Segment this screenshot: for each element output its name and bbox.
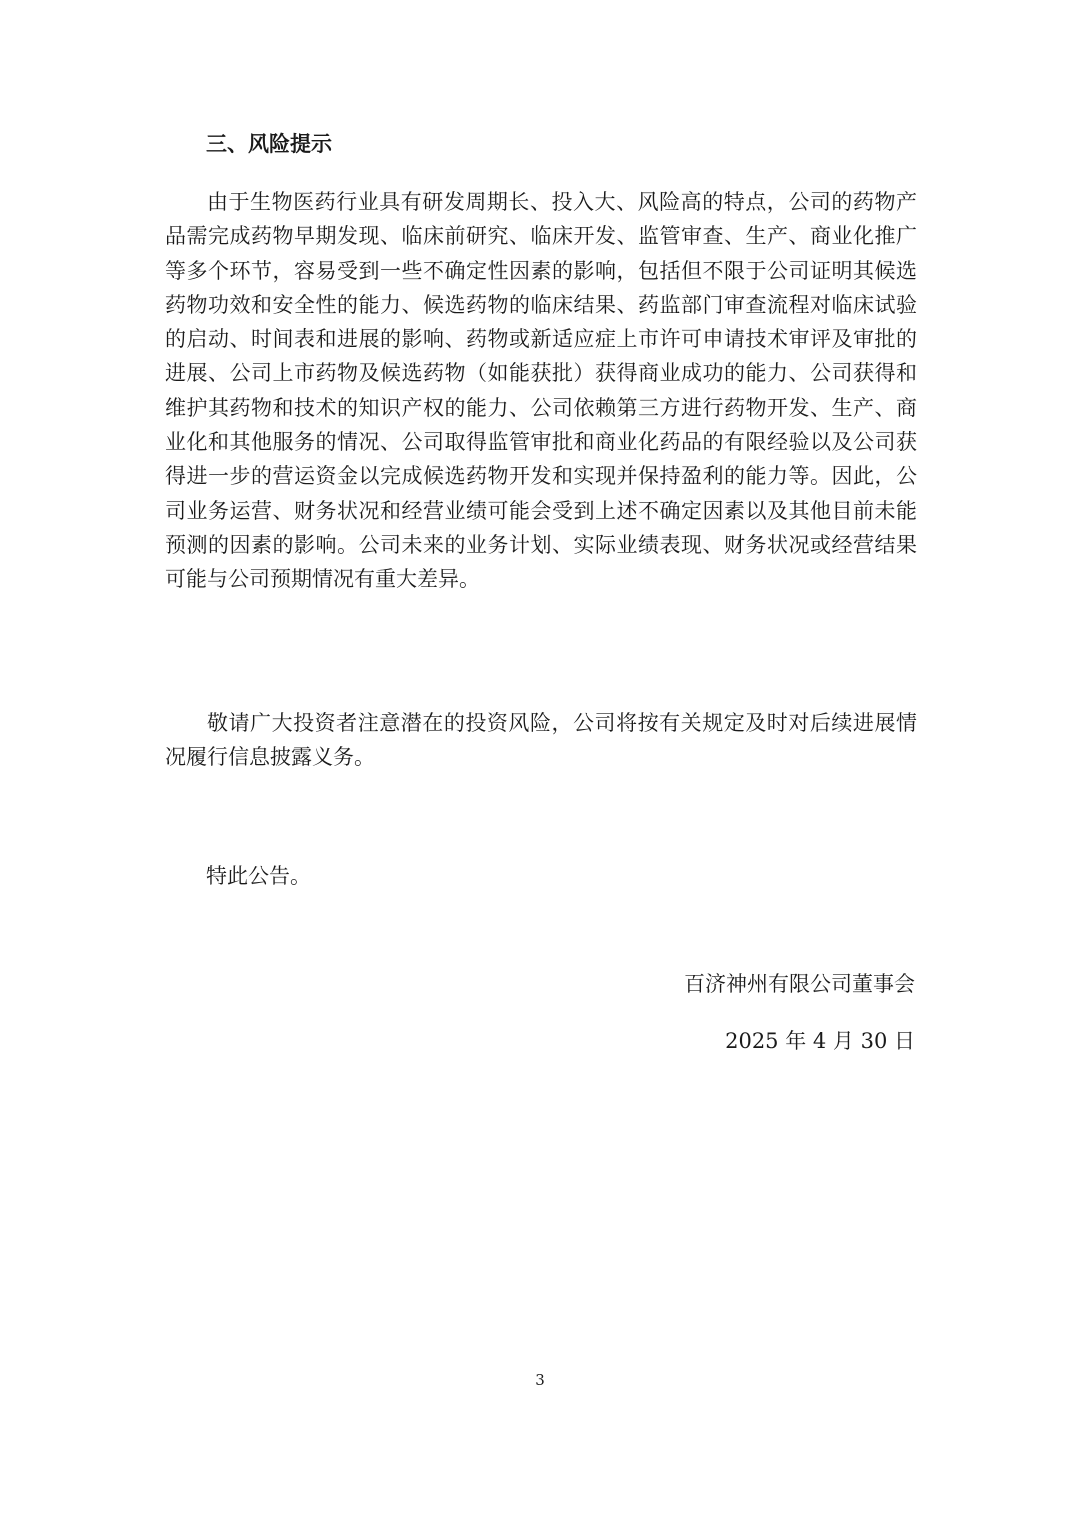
investor-caution-paragraph: 敬请广大投资者注意潜在的投资风险，公司将按有关规定及时对后续进展情况履行信息披露义务。 bbox=[165, 711, 917, 770]
closing-statement: 特此公告。 bbox=[206, 864, 311, 888]
page-number: 3 bbox=[535, 1371, 545, 1389]
risk-paragraph: 由于生物医药行业具有研发周期长、投入大、风险高的特点，公司的药物产品需完成药物早期发现、临床前研究、临床开发、监管审查、生产、商业化推广等多个环节，容易受到一些不确定性因素的影响，包括但不限于公司证明其候选药物功效和安全性的能力、候选药物的临床结果、药监部门审查流程对临床试验的启动、时间表和进展的影响、药物或新适应症上市许可申请技术审评及审批的进展、公司上市药物及候选药物（如能获批）获得商业成功的能力、公司获得和维护其药物和技术的知识产权的能力、公司依赖第三方进行药物开发、生产、商业化和其他服务的情况、公司取得监管审批和商业化药品的有限经验以及公司获得进一步的营运资金以完成候选药物开发和实现并保持盈利的能力等。因此，公司业务运营、财务状况和经营业绩可能会受到上述不确定因素以及其他目前未能预测的因素的影响。公司未来的业务计划、实际业绩表现、财务状况或经营结果可能与公司预期情况有重大差异。 bbox=[165, 190, 917, 592]
section-heading: 三、风险提示 bbox=[206, 131, 332, 156]
signature-date: 2025 年 4 月 30 日 bbox=[725, 1029, 915, 1053]
signature-company: 百济神州有限公司董事会 bbox=[684, 972, 915, 996]
